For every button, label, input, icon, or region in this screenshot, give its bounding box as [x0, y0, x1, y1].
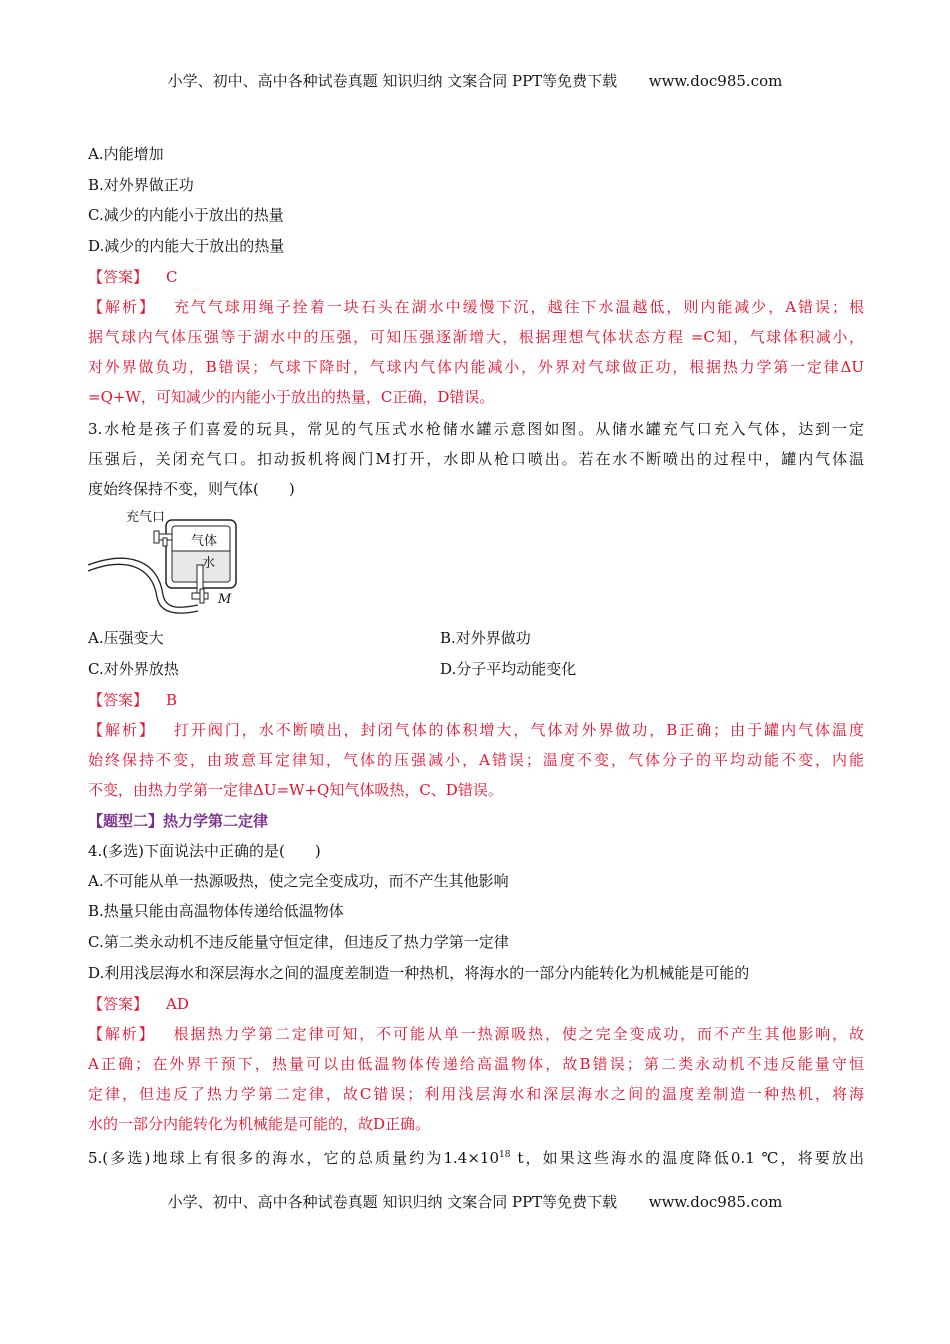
header-url: www.doc985.com	[648, 72, 783, 90]
q3-answer	[88, 690, 177, 710]
q3-analysis-3: 不变，由热力学第一定律ΔU=W+Q知气体吸热，C、D错误。	[88, 781, 503, 799]
gas-label: 气体	[191, 534, 218, 549]
analysis-label: 【解析】	[88, 1025, 156, 1043]
q4-answer	[88, 994, 189, 1014]
analysis-label: 【解析】	[88, 298, 156, 316]
analysis-text: 打开阀门，水不断喷出，封闭气体的体积增大，气体对外界做功，B正确；由于罐内气体温度	[173, 721, 864, 739]
q2-analysis-1	[88, 297, 864, 317]
analysis-text: 充气气球用绳子拴着一块石头在湖水中缓慢下沉，越往下水温越低，则内能减少，A错误；根	[173, 298, 864, 316]
q3-stem-3: 度始终保持不变，则气体( )	[88, 480, 295, 498]
footer-url: www.doc985.com	[648, 1193, 783, 1211]
q3-option-d: D.分子平均动能变化	[440, 660, 577, 678]
q3-analysis-1	[88, 720, 864, 740]
q4-option-a: A.不可能从单一热源吸热，使之完全变成功，而不产生其他影响	[88, 872, 509, 890]
analysis-text: 根据热力学第二定律可知，不可能从单一热源吸热，使之完全变成功，而不产生其他影响，故	[173, 1025, 864, 1043]
q2-option-d: D.减少的内能大于放出的热量	[88, 237, 285, 255]
q3-option-c: C.对外界放热	[88, 660, 179, 678]
water-gun-diagram	[88, 505, 258, 617]
q2-answer	[88, 267, 178, 287]
q4-option-c: C.第二类永动机不违反能量守恒定律，但违反了热力学第一定律	[88, 933, 509, 951]
q2-option-b: B.对外界做正功	[88, 176, 194, 194]
valve-label: M	[218, 592, 232, 607]
analysis-label: 【解析】	[88, 721, 156, 739]
q3-option-b: B.对外界做功	[440, 629, 531, 647]
q4-analysis-3: 定律，但违反了热力学第二定律，故C错误；利用浅层海水和深层海水之间的温度差制造一种热机，将海	[88, 1085, 864, 1103]
q5-stem-post: t，如果这些海水的温度降低0.1 ℃，将要放出	[510, 1149, 865, 1167]
header-text: 小学、初中、高中各种试卷真题 知识归纳 文案合同 PPT等免费下载	[167, 72, 618, 90]
footer-text: 小学、初中、高中各种试卷真题 知识归纳 文案合同 PPT等免费下载	[167, 1193, 618, 1211]
answer-label: 【答案】	[88, 268, 149, 286]
q2-analysis-4: =Q+W，可知减少的内能小于放出的热量，C正确，D错误。	[88, 388, 495, 406]
q4-analysis-1	[88, 1024, 864, 1044]
q4-analysis-2: A正确；在外界干预下，热量可以由低温物体传递给高温物体，故B错误；第二类永动机不违反能量守恒	[88, 1055, 864, 1073]
q4-option-d: D.利用浅层海水和深层海水之间的温度差制造一种热机，将海水的一部分内能转化为机械能是可能的	[88, 964, 750, 982]
q3-option-a: A.压强变大	[88, 629, 164, 647]
answer-label: 【答案】	[88, 691, 149, 709]
page-header	[0, 70, 950, 91]
q3-stem-1: 3.水枪是孩子们喜爱的玩具，常见的气压式水枪储水罐示意图如图。从储水罐充气口充入气体，达到一定	[88, 420, 864, 438]
q4-option-b: B.热量只能由高温物体传递给低温物体	[88, 902, 344, 920]
answer-value: AD	[166, 995, 189, 1013]
answer-label: 【答案】	[88, 995, 149, 1013]
q3-analysis-2: 始终保持不变，由玻意耳定律知，气体的压强减小，A错误；温度不变，气体分子的平均动能不变，内能	[88, 751, 864, 769]
answer-value: B	[166, 691, 178, 709]
q5-stem-pre: 5.(多选)地球上有很多的海水，它的总质量约为1.4×10	[88, 1149, 499, 1167]
section-title: 【题型二】热力学第二定律	[88, 812, 269, 830]
q2-option-a: A.内能增加	[88, 145, 164, 163]
q4-analysis-4: 水的一部分内能转化为机械能是可能的，故D正确。	[88, 1115, 431, 1133]
q5-stem-sup: 18	[499, 1150, 511, 1160]
answer-value: C	[166, 268, 178, 286]
inlet-label: 充气口	[126, 510, 166, 525]
q2-analysis-2: 据气球内气体压强等于湖水中的压强，可知压强逐渐增大，根据理想气体状态方程 =C知，气球体积减小，	[88, 328, 864, 346]
water-label: 水	[202, 556, 216, 571]
q2-option-c: C.减少的内能小于放出的热量	[88, 206, 284, 224]
q2-analysis-3: 对外界做负功，B错误；气球下降时，气球内气体内能减小，外界对气球做正功，根据热力学第一定律ΔU	[88, 358, 864, 376]
q3-stem-2: 压强后，关闭充气口。扣动扳机将阀门M打开，水即从枪口喷出。若在水不断喷出的过程中，罐内气体温	[88, 450, 864, 468]
q5-stem	[88, 1145, 864, 1168]
q4-stem: 4.(多选)下面说法中正确的是( )	[88, 842, 321, 860]
page-footer	[0, 1191, 950, 1212]
